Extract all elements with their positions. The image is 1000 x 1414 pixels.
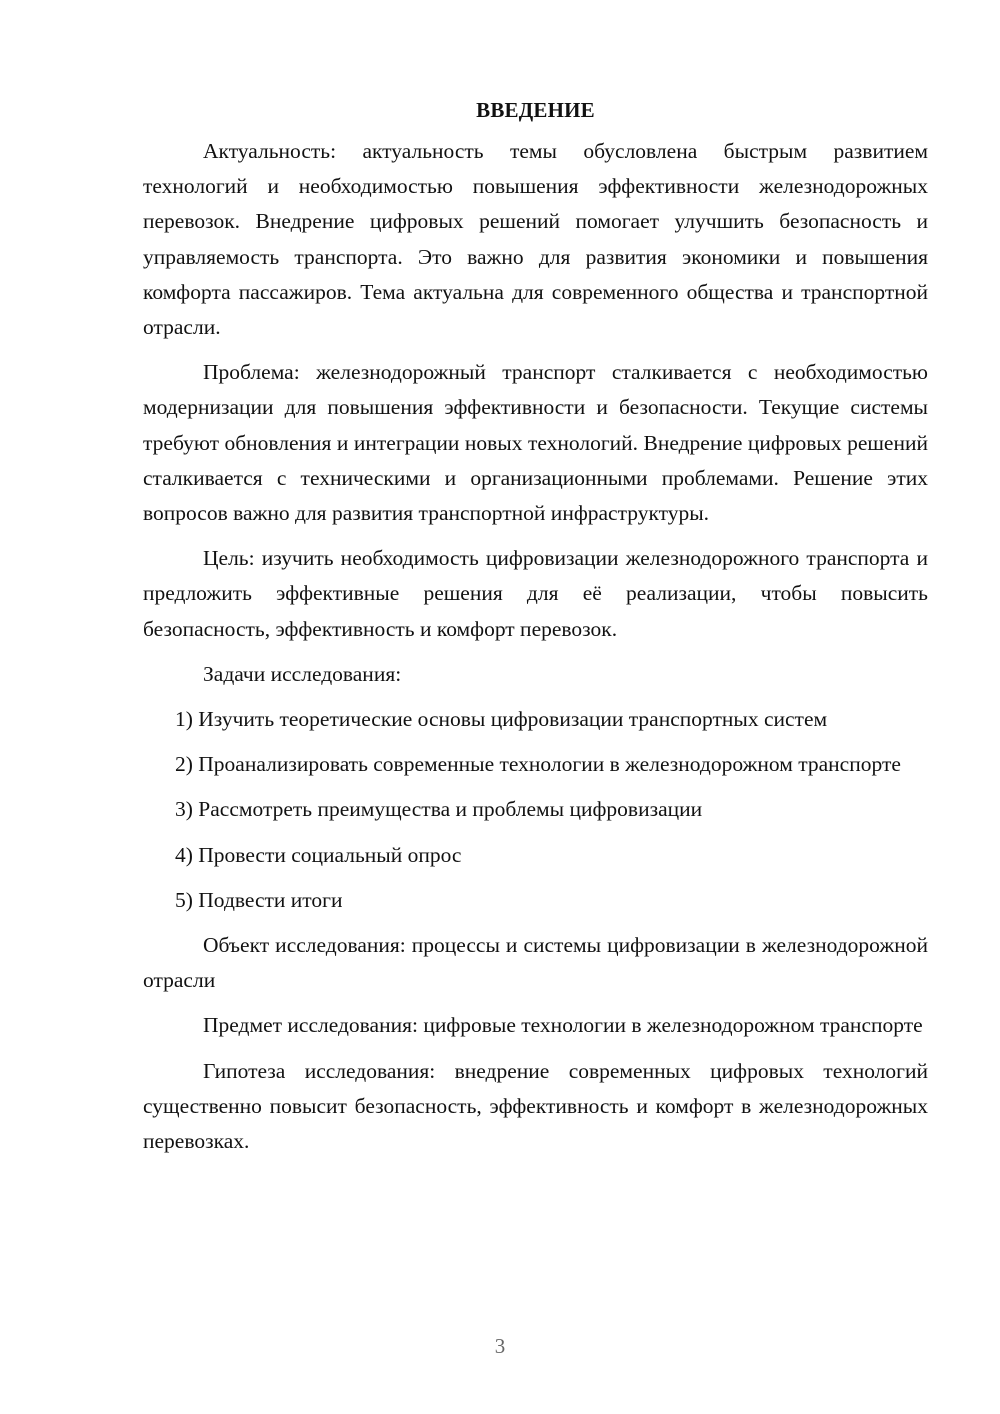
paragraph-relevance: Актуальность: актуальность темы обусловлена быстрым развитием технологий и необходимостью повышения эффективности железнодорожных перевозок. Внедрение цифровых решений помогает улучшить безопасность и управляемость транспорта. Это важно для развития экономики и повышения комфорта пассажиров. Тема актуальна для современного общества и транспортной отрасли.	[143, 139, 928, 340]
task-item-1: 1) Изучить теоретические основы цифровизации транспортных систем	[175, 707, 828, 732]
paragraph-problem: Проблема: железнодорожный транспорт сталкивается с необходимостью модернизации для повышения эффективности и безопасности. Текущие системы требуют обновления и интеграции новых технологий. Внедрение цифровых решений сталкивается с техническими и организационными проблемами. Решение этих вопросов важно для развития транспортной инфраструктуры.	[143, 360, 928, 526]
paragraph-tasks-heading: Задачи исследования:	[203, 661, 402, 686]
paragraph-hypothesis: Гипотеза исследования: внедрение современных цифровых технологий существенно повысит безопасность, эффективность и комфорт в железнодорожных перевозках.	[143, 1058, 928, 1154]
page-content	[143, 93, 928, 1159]
page-title: ВВЕДЕНИЕ	[476, 98, 595, 122]
paragraph-goal: Цель: изучить необходимость цифровизации железнодорожного транспорта и предложить эффективные решения для её реализации, чтобы повысить безопасность, эффективность и комфорт перевозок.	[143, 546, 928, 641]
page-number: 3	[494, 1334, 506, 1358]
paragraph-object: Объект исследования: процессы и системы цифровизации в железнодорожной отрасли	[143, 933, 928, 993]
task-item-5: 5) Подвести итоги	[175, 887, 343, 912]
task-item-2: 2) Проанализировать современные технологии в железнодорожном транспорте	[175, 752, 901, 777]
task-item-4: 4) Провести социальный опрос	[175, 842, 462, 867]
task-item-3: 3) Рассмотреть преимущества и проблемы цифровизации	[175, 797, 703, 822]
paragraph-subject: Предмет исследования: цифровые технологии в железнодорожном транспорте	[203, 1013, 923, 1038]
